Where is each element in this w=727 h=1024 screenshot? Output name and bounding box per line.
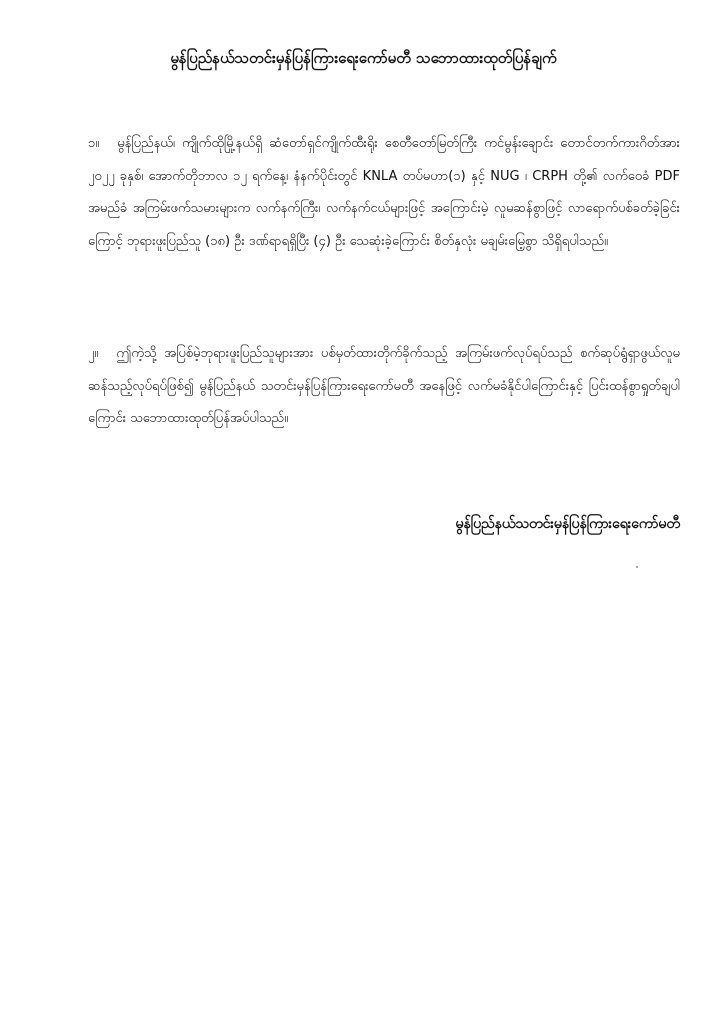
paragraph-1-number: ၁။	[88, 136, 100, 151]
paragraph-1-text: မွန်ပြည်နယ်၊ ကျိုက်ထိုမြို့နယ်ရှိ ဆံတော်ရှင်ကျိုက်ထီးရိုး စေတီတော်မြတ်ကြီး ကင်မွန်းချောင်း တောင်တက်ကားဂိတ်အား ၂၀၂၂ ခုနှစ်၊ အောက်တိုဘာလ ၁၂ ရက်နေ့၊ နံနက်ပိုင်းတွင် KNLA တပ်မဟာ(၁) နှင့် NUG ၊ CRPH တို့၏ လက်ဝေခံ PDF အမည်ခံ အကြမ်းဖက်သမားများက လက်နက်ကြီး၊ လက်နက်ငယ်များဖြင့် အကြောင်းမဲ့ လူမဆန်စွာဖြင့် လာရောက်ပစ်ခတ်ခဲ့ခြင်းကြောင့် ဘုရားဖူးပြည်သူ (၁၈) ဦး ဒဏ်ရာရရှိပြီး (၄) ဦး သေဆုံးခဲ့ကြောင်း စိတ်နှလုံး မချမ်းမြေ့စွာ သိရှိရပါသည်။	[88, 136, 680, 249]
paragraph-2-number: ၂။	[88, 346, 99, 361]
signature: မွန်ပြည်နယ်သတင်းမှန်ပြန်ကြားရေးကော်မတီ	[455, 516, 680, 532]
document-title: မွန်ပြည်နယ်သတင်းမှန်ပြန်ကြားရေးကော်မတီ သဘောထားထုတ်ပြန်ချက်	[170, 49, 557, 67]
scan-speck	[636, 566, 638, 568]
paragraph-2-text: ဤကဲ့သို့ အပြစ်မဲ့ဘုရားဖူးပြည်သူများအား ပစ်မှတ်ထားတိုက်ခိုက်သည့် အကြမ်းဖက်လုပ်ရပ်သည် စက်ဆုပ်ရွံရှာဖွယ်လူမဆန်သည့်လုပ်ရပ်ဖြစ်၍ မွန်ပြည်နယ် သတင်းမှန်ပြန်ကြားရေးကော်မတီ အနေဖြင့် လက်မခံနိုင်ပါကြောင်းနှင့် ပြင်းထန်စွာရှုတ်ချပါကြောင်း သဘောထားထုတ်ပြန်အပ်ပါသည်။	[88, 346, 680, 426]
paragraph-2	[88, 338, 680, 436]
paragraph-1	[88, 128, 680, 258]
